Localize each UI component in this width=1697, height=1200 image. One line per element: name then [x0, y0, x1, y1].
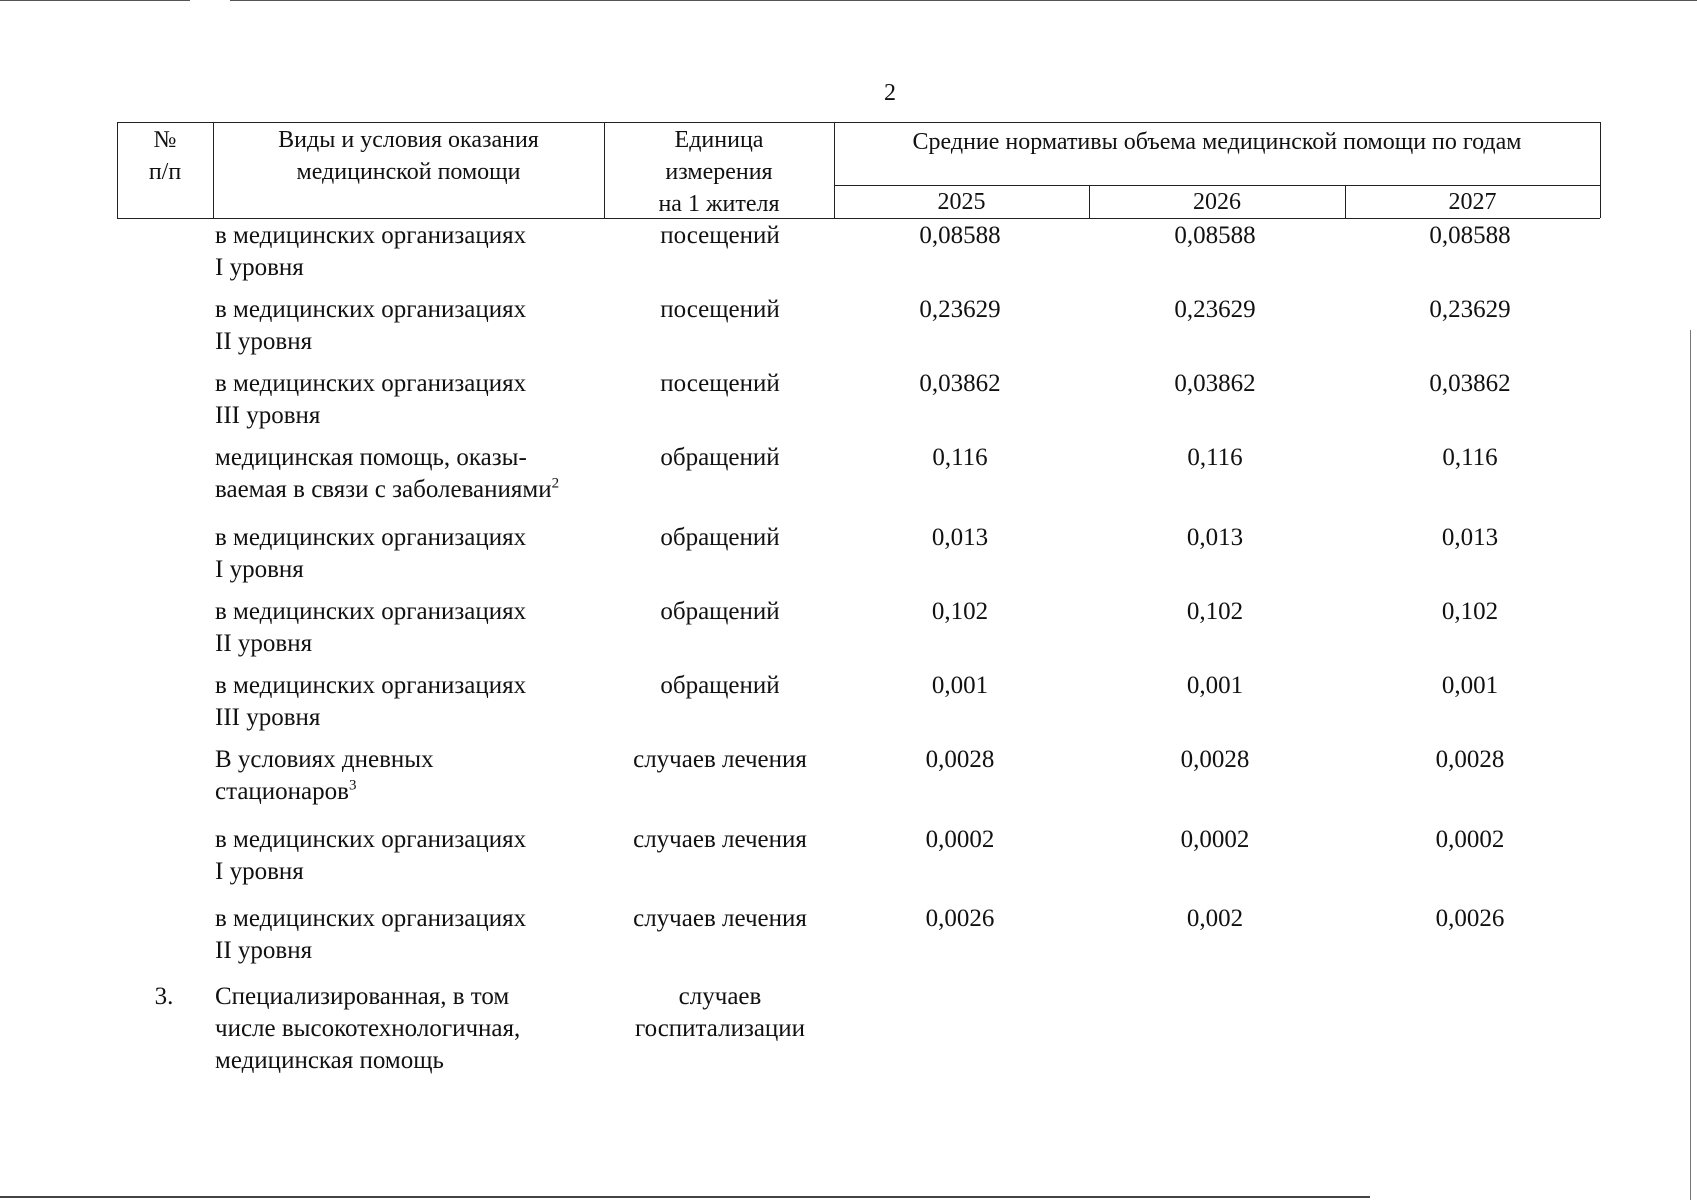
text-line: в медицинских организациях	[215, 826, 527, 853]
care-type	[215, 670, 615, 734]
year-value-2026: 0,0028	[1180, 746, 1250, 773]
text-line: обращений	[660, 444, 780, 471]
year-value-2027: 0,0026	[1435, 905, 1505, 932]
year-value-2025: 0,0026	[925, 905, 995, 932]
text-line: I уровня	[215, 254, 304, 281]
scan-edge-gap	[190, 0, 230, 2]
unit	[605, 294, 835, 326]
year-value-2026: 0,0002	[1180, 826, 1250, 853]
care-type	[215, 522, 615, 586]
header-type: Виды и условия оказания медицинской помощи	[278, 127, 539, 185]
year-value-2025: 0,001	[931, 672, 989, 699]
text-line: в медицинских организациях	[215, 222, 527, 249]
year-value-2026: 0,116	[1187, 444, 1243, 471]
text-line: госпитализации	[634, 1015, 806, 1042]
header-year: 2027	[1448, 189, 1497, 215]
year-value-2027: 0,102	[1441, 598, 1499, 625]
text-line: I уровня	[215, 556, 304, 583]
year-value-2026: 0,08588	[1174, 222, 1256, 249]
text-line: Специализированная, в том	[215, 983, 510, 1010]
text-line: в медицинских организациях	[215, 598, 527, 625]
scan-edge-bottom	[0, 1196, 1370, 1198]
care-type	[215, 981, 615, 1077]
care-type	[215, 824, 615, 888]
year-value-2026: 0,001	[1186, 672, 1244, 699]
care-type	[215, 294, 615, 358]
care-type	[215, 903, 615, 967]
care-type	[215, 442, 615, 506]
text-line: III уровня	[215, 704, 321, 731]
year-value-2027: 0,03862	[1429, 370, 1511, 397]
text-line: обращений	[660, 598, 780, 625]
year-value-2026: 0,23629	[1174, 296, 1256, 323]
text-line: медицинская помощь	[215, 1047, 444, 1074]
text-line: в медицинских организациях	[215, 672, 527, 699]
unit	[605, 220, 835, 252]
unit	[605, 596, 835, 628]
unit	[605, 744, 835, 776]
text-line: обращений	[660, 672, 780, 699]
footnote-mark: 3	[348, 777, 357, 794]
year-value-2026: 0,03862	[1174, 370, 1256, 397]
year-value-2025: 0,03862	[919, 370, 1001, 397]
unit	[605, 368, 835, 400]
year-value-2025: 0,23629	[919, 296, 1001, 323]
care-type	[215, 596, 615, 660]
text-line: в медицинских организациях	[215, 524, 527, 551]
year-value-2025: 0,013	[931, 524, 989, 551]
text-line: В условиях дневных	[215, 746, 434, 773]
care-type	[215, 368, 615, 432]
year-value-2027: 0,001	[1441, 672, 1499, 699]
year-value-2027: 0,23629	[1429, 296, 1511, 323]
text-line: II уровня	[215, 328, 313, 355]
year-value-2027: 0,08588	[1429, 222, 1511, 249]
text-line: случаев лечения	[633, 905, 807, 932]
text-line: в медицинских организациях	[215, 905, 527, 932]
year-value-2027: 0,0002	[1435, 826, 1505, 853]
year-value-2026: 0,102	[1186, 598, 1244, 625]
scan-edge-right	[1690, 330, 1691, 1200]
text-line: числе высокотехнологичная,	[215, 1015, 521, 1042]
text-line: посещений	[660, 370, 780, 397]
text-line: II уровня	[215, 630, 313, 657]
page-number: 2	[884, 80, 896, 106]
table-header	[117, 122, 1600, 220]
text-line: случаев лечения	[633, 826, 807, 853]
care-type	[215, 220, 615, 284]
text-line: случаев лечения	[633, 746, 807, 773]
scan-edge-top	[0, 0, 1697, 1]
year-value-2025: 0,0002	[925, 826, 995, 853]
year-value-2027: 0,116	[1442, 444, 1498, 471]
year-value-2027: 0,0028	[1435, 746, 1505, 773]
text-line: посещений	[660, 296, 780, 323]
header-unit: Единица измерения на 1 жителя	[658, 127, 780, 217]
care-type	[215, 744, 615, 808]
year-value-2026: 0,002	[1186, 905, 1244, 932]
unit	[605, 442, 835, 474]
text-line: I уровня	[215, 858, 304, 885]
unit	[605, 903, 835, 935]
header-num: № п/п	[148, 127, 182, 185]
year-value-2025: 0,08588	[919, 222, 1001, 249]
row-number: 3.	[154, 983, 174, 1010]
year-value-2027: 0,013	[1441, 524, 1499, 551]
year-value-2025: 0,102	[931, 598, 989, 625]
text-line: медицинская помощь, оказы-	[215, 444, 527, 471]
unit	[605, 522, 835, 554]
text-line: посещений	[660, 222, 780, 249]
unit	[605, 670, 835, 702]
year-value-2026: 0,013	[1186, 524, 1244, 551]
year-value-2025: 0,116	[932, 444, 988, 471]
header-group: Средние нормативы объема медицинской помощи по годам	[912, 129, 1522, 155]
year-value-2025: 0,0028	[925, 746, 995, 773]
text-line: стационаров	[215, 778, 349, 805]
text-line: III уровня	[215, 402, 321, 429]
unit	[605, 981, 835, 1045]
unit	[605, 824, 835, 856]
text-line: в медицинских организациях	[215, 370, 527, 397]
text-line: II уровня	[215, 937, 313, 964]
header-year: 2025	[937, 189, 986, 215]
text-line: ваемая в связи с заболеваниями	[215, 476, 552, 503]
header-year: 2026	[1193, 189, 1241, 215]
text-line: случаев	[678, 983, 762, 1010]
text-line: обращений	[660, 524, 780, 551]
footnote-mark: 2	[551, 475, 560, 492]
text-line: в медицинских организациях	[215, 296, 527, 323]
